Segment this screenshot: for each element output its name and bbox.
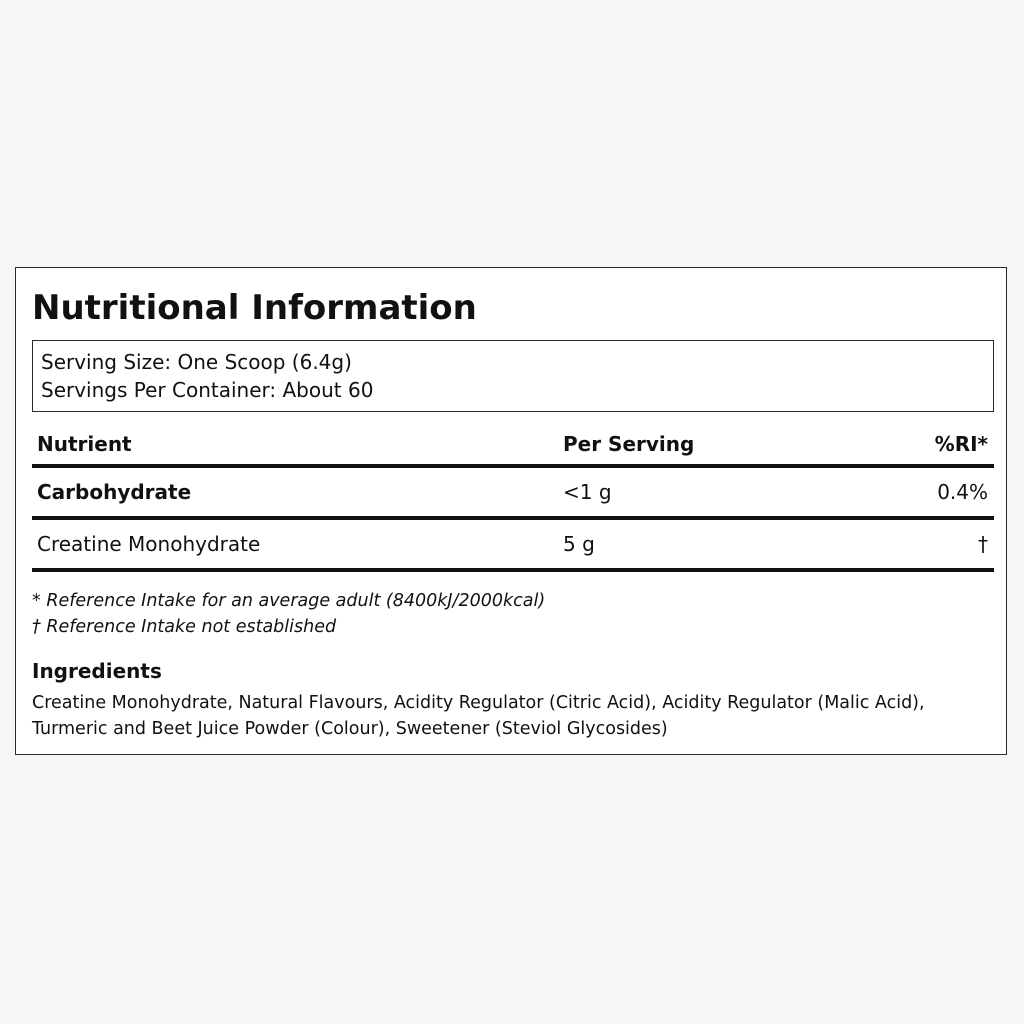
nutrition-panel (15, 267, 1007, 755)
header-ri: %RI* (934, 432, 988, 456)
nutrient-ri: 0.4% (937, 480, 988, 504)
nutrient-per-serving: 5 g (563, 532, 595, 556)
panel-title: Nutritional Information (32, 288, 477, 328)
ingredients-line-2: Turmeric and Beet Juice Powder (Colour), Sweetener (Steviol Glycosides) (32, 719, 668, 739)
header-per-serving: Per Serving (563, 432, 695, 456)
ingredients-list (32, 690, 982, 742)
table-row (32, 468, 994, 520)
footnote-ri: * Reference Intake for an average adult (8400kJ/2000kcal) (32, 591, 546, 611)
ingredients-title: Ingredients (32, 659, 162, 683)
nutrient-name: Creatine Monohydrate (37, 532, 261, 556)
ingredients-line-1: Creatine Monohydrate, Natural Flavours, Acidity Regulator (Citric Acid), Acidity Regulator (Malic Acid), (32, 693, 925, 713)
footnote-not-established: † Reference Intake not established (32, 617, 337, 637)
header-nutrient: Nutrient (37, 432, 132, 456)
serving-size: Serving Size: One Scoop (6.4g) (41, 350, 352, 374)
nutrient-table (32, 426, 994, 572)
servings-per-container: Servings Per Container: About 60 (41, 378, 374, 402)
table-header-row (32, 426, 994, 468)
nutrient-per-serving: <1 g (563, 480, 612, 504)
footnotes (32, 588, 545, 640)
serving-info-box (32, 340, 994, 412)
nutrient-name: Carbohydrate (37, 480, 192, 504)
nutrient-ri: † (978, 532, 988, 556)
table-row (32, 520, 994, 572)
